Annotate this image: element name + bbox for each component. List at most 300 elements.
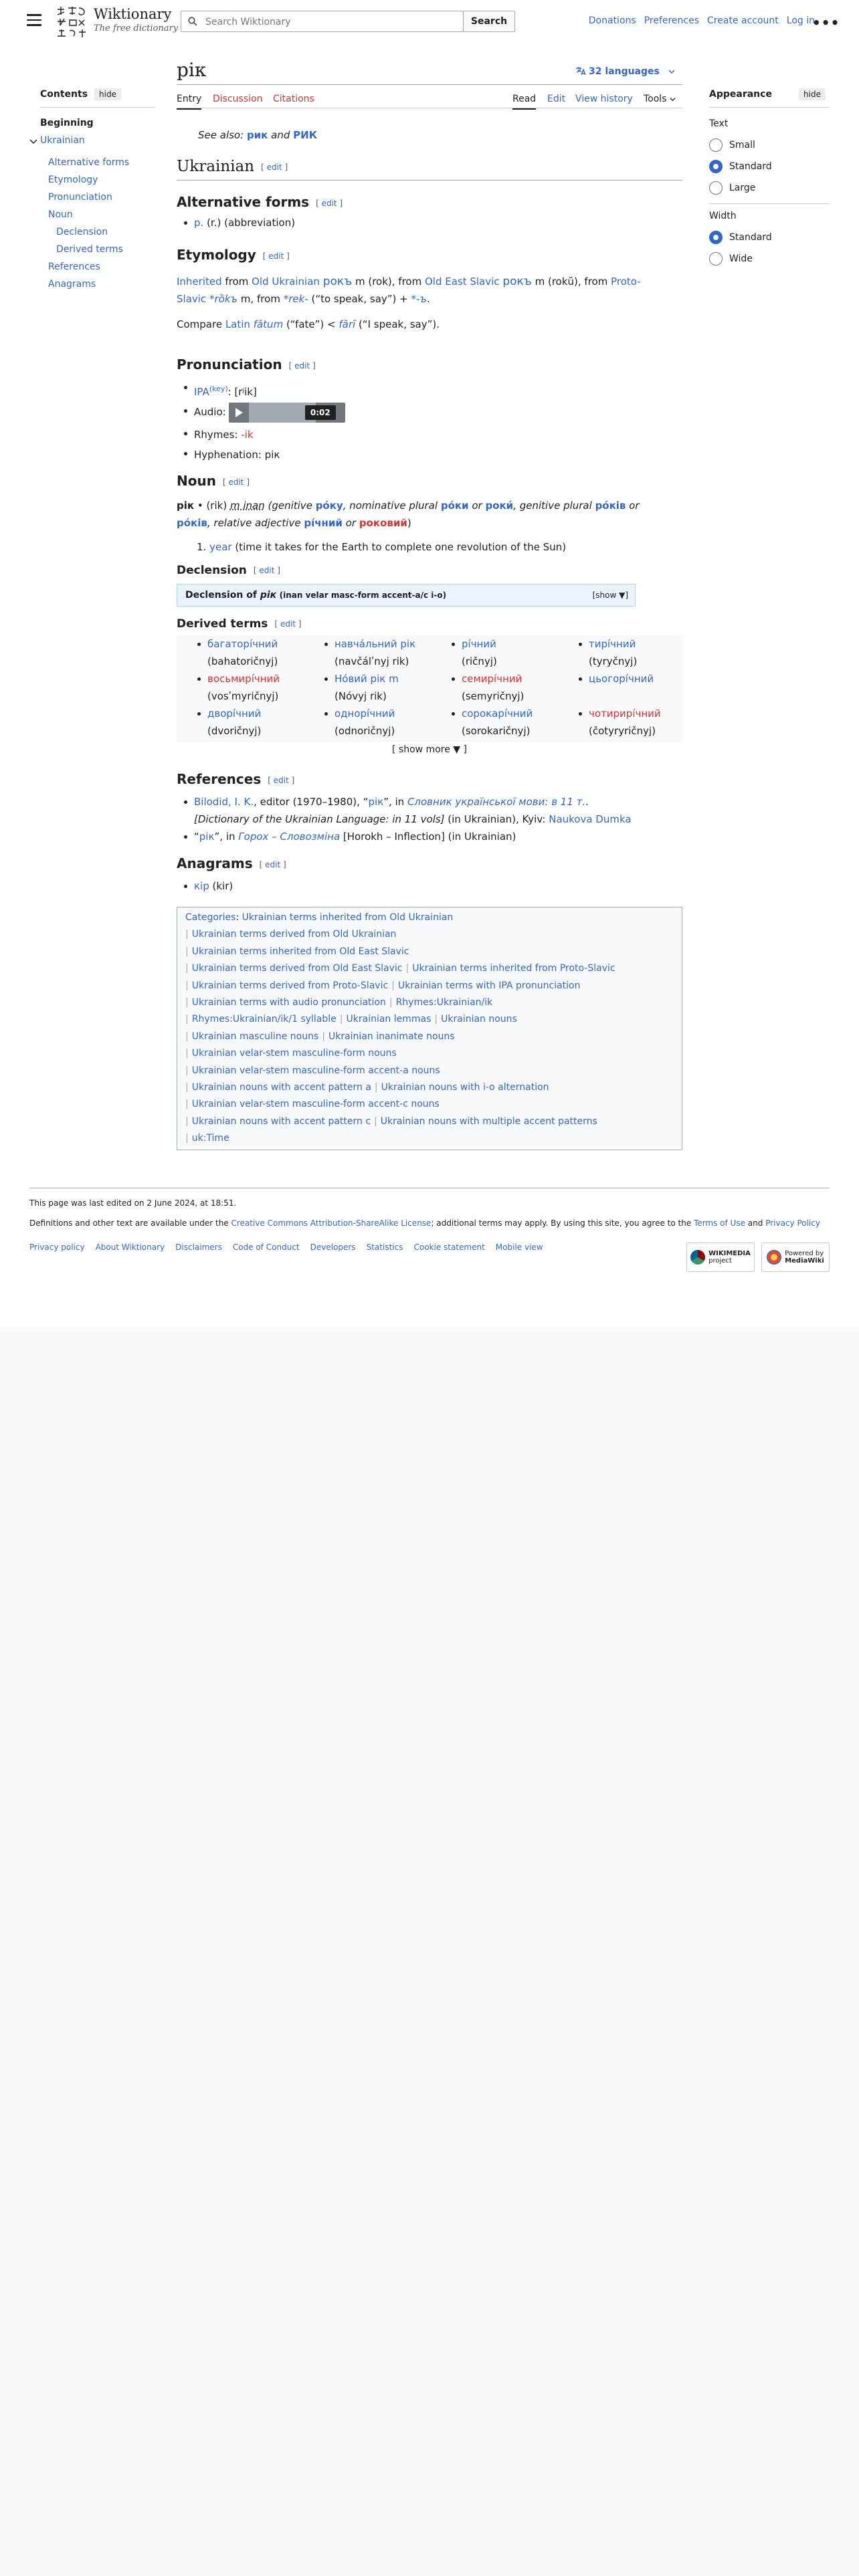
etymon-link[interactable]: *rek- xyxy=(283,293,308,305)
list-item xyxy=(177,402,682,425)
translate-icon xyxy=(575,66,586,76)
heading-ukrainian-text: Ukrainian xyxy=(177,158,255,175)
category-row xyxy=(185,1029,674,1045)
category-separator: | xyxy=(185,1133,189,1144)
text: , editor (1970–1980), “ xyxy=(254,796,369,808)
ipa-key-link[interactable]: (key) xyxy=(209,385,228,393)
terms-of-use-link[interactable]: Terms of Use xyxy=(694,1218,745,1228)
edit-section-link[interactable]: [ edit ] xyxy=(222,477,250,487)
width-option-wide[interactable] xyxy=(709,251,753,266)
text: ; additional terms may apply. By using this site, you agree to the xyxy=(431,1218,694,1228)
category-row xyxy=(185,1096,674,1113)
tab-citations[interactable]: Citations xyxy=(273,94,314,104)
wikimedia-icon xyxy=(690,1250,705,1265)
categories-label-link[interactable]: Categories xyxy=(185,912,236,923)
chevron-down-icon[interactable] xyxy=(29,138,37,145)
more-options-icon[interactable]: ••• xyxy=(812,15,840,31)
fatum-link[interactable]: fātum xyxy=(253,318,284,330)
dictionary-title-link[interactable]: Словник української мови: в 11 т. xyxy=(407,796,586,808)
author-link[interactable]: Bilodid, I. K. xyxy=(194,796,254,808)
heading-references xyxy=(177,770,294,789)
etymon-link[interactable]: рокъ xyxy=(502,275,532,288)
mediawiki-icon xyxy=(767,1250,781,1265)
toc-declension[interactable]: Declension xyxy=(56,227,108,237)
radio-label: Large xyxy=(729,183,756,193)
license-link[interactable]: Creative Commons Attribution-ShareAlike License xyxy=(231,1218,432,1228)
text: , nominative plural xyxy=(343,500,441,512)
derived-term-romanization: (semyričnyj) xyxy=(462,690,524,702)
category-separator: | xyxy=(185,963,189,974)
appearance-title: Appearance xyxy=(709,89,772,100)
see-also-and: and xyxy=(271,129,290,141)
toc-title: Contents xyxy=(40,89,88,100)
category-link[interactable]: Ukrainian terms derived from Proto-Slavic xyxy=(191,980,389,991)
derived-terms-list xyxy=(571,635,692,740)
derived-terms-list xyxy=(444,635,565,740)
derived-term-link[interactable]: чотирирі́чний xyxy=(589,708,661,720)
appearance-divider xyxy=(709,107,830,108)
category-separator: | xyxy=(405,963,409,974)
list-item xyxy=(177,793,682,828)
category-link[interactable]: Rhymes:Ukrainian/ik/1 syllable xyxy=(191,1014,337,1025)
footer-link-mobile-view[interactable]: Mobile view xyxy=(495,1243,543,1252)
category-link[interactable]: Ukrainian nouns with i-o alternation xyxy=(381,1082,549,1093)
derived-term-romanization: (odnoričnyj) xyxy=(335,725,395,737)
footer-link-statistics[interactable]: Statistics xyxy=(366,1243,403,1252)
show-more-toggle[interactable]: [ show more ▼ ] xyxy=(392,744,467,755)
footer-link-cookie-statement[interactable]: Cookie statement xyxy=(413,1243,485,1252)
text-size-option-standard[interactable] xyxy=(709,159,772,174)
tab-edit[interactable]: Edit xyxy=(547,94,566,104)
category-separator: | xyxy=(185,980,189,991)
category-link[interactable]: Ukrainian inanimate nouns xyxy=(328,1031,455,1042)
edit-link[interactable]: edit xyxy=(266,163,282,172)
category-row xyxy=(185,1045,674,1062)
category-row xyxy=(185,1130,674,1147)
edit-link[interactable]: edit xyxy=(294,360,310,370)
text: ) xyxy=(407,517,411,529)
badge-text: Powered by xyxy=(785,1250,824,1257)
radio-button[interactable] xyxy=(709,252,723,265)
derived-term-romanization: (bahatoričnyj) xyxy=(207,655,278,667)
edit-section-link[interactable]: [ edit ] xyxy=(274,619,302,629)
heading-etymology xyxy=(177,246,290,265)
text-size-label: Text xyxy=(709,118,729,129)
list-item xyxy=(190,705,310,740)
badge-text: project xyxy=(708,1257,732,1265)
search-button[interactable]: Search xyxy=(463,11,515,32)
edit-link[interactable]: edit xyxy=(321,198,337,208)
preferences-link[interactable]: Preferences xyxy=(644,15,700,26)
toc-references[interactable]: References xyxy=(48,261,100,272)
wikimedia-project-badge[interactable] xyxy=(686,1243,755,1272)
text: from xyxy=(221,276,252,288)
heading-ukrainian xyxy=(177,156,682,181)
category-separator: | xyxy=(185,1031,189,1042)
proto-slavic-link[interactable]: Proto- xyxy=(611,276,641,288)
toc-divider xyxy=(40,107,155,108)
footer-link-about-wiktionary[interactable]: About Wiktionary xyxy=(95,1243,165,1252)
category-link[interactable]: Ukrainian nouns with accent pattern a xyxy=(191,1082,371,1093)
form-link[interactable]: ро́ків xyxy=(595,500,626,512)
tools-menu[interactable] xyxy=(644,92,676,106)
pronunciation-list xyxy=(177,379,682,465)
see-also-label: See also: xyxy=(198,129,244,141)
derived-terms-column xyxy=(190,635,310,740)
rhymes-link[interactable]: -ik xyxy=(241,429,254,441)
text: • (rik) xyxy=(194,500,230,512)
tools-label: Tools xyxy=(644,94,667,104)
gender-label: m inan xyxy=(229,500,265,512)
language-selector[interactable] xyxy=(575,64,675,79)
edit-section-link[interactable]: [ edit ] xyxy=(259,859,286,869)
search-icon xyxy=(188,17,197,26)
footer-link-privacy-policy[interactable]: Privacy policy xyxy=(29,1243,85,1252)
definition-number: 1. xyxy=(197,541,207,553)
old-ukrainian-link[interactable]: Old Ukrainian xyxy=(252,276,320,288)
form-link[interactable]: ро́ки xyxy=(440,500,469,512)
list-item xyxy=(571,635,692,670)
derived-term-link[interactable]: сорокарі́чний xyxy=(462,708,533,720)
proto-slavic-link[interactable]: Slavic xyxy=(177,293,207,305)
create-account-link[interactable]: Create account xyxy=(707,15,779,26)
category-link[interactable]: Ukrainian terms derived from Old East Slavic xyxy=(191,963,403,974)
powered-by-mediawiki-badge[interactable] xyxy=(761,1243,830,1272)
headword: рік xyxy=(177,500,195,512)
definition-1 xyxy=(177,538,682,556)
category-separator: | xyxy=(374,1082,378,1093)
ipa-value: : [rʲik] xyxy=(227,386,257,398)
toc-noun[interactable]: Noun xyxy=(48,209,73,220)
hyphenation-text: Hyphenation: рік xyxy=(194,449,280,461)
see-also-link-1[interactable]: рик xyxy=(246,129,268,141)
toc-pronunciation[interactable]: Pronunciation xyxy=(48,192,112,203)
footer-link-developers[interactable]: Developers xyxy=(310,1243,356,1252)
rhymes-label: Rhymes: xyxy=(194,429,242,441)
anagram-romanization: (kir) xyxy=(209,880,233,892)
etymology-text xyxy=(177,273,682,333)
list-item xyxy=(317,635,438,670)
category-link[interactable]: Ukrainian masculine nouns xyxy=(191,1031,319,1042)
text-size-option-large[interactable] xyxy=(709,181,755,195)
category-row xyxy=(185,944,674,960)
heading-alternative-forms xyxy=(177,193,343,212)
dictionary-entry-link[interactable]: рік xyxy=(368,796,384,808)
category-separator: | xyxy=(185,1115,189,1127)
heading-text: Derived terms xyxy=(177,617,268,631)
references-list xyxy=(177,793,682,845)
list-item xyxy=(177,445,682,465)
derived-term-romanization: (dvoričnyj) xyxy=(207,725,262,737)
form-link[interactable]: роки́ xyxy=(485,500,514,512)
declension-label: Declension of xyxy=(185,590,260,601)
edit-link[interactable]: edit xyxy=(280,619,296,629)
suffix-link[interactable]: *-ъ xyxy=(411,293,427,305)
heading-text: Noun xyxy=(177,473,216,489)
category-separator: | xyxy=(185,1065,189,1076)
appearance-hide-button[interactable]: hide xyxy=(799,88,826,100)
privacy-policy-link[interactable]: Privacy Policy xyxy=(765,1218,820,1228)
categories-box xyxy=(177,907,682,1150)
derived-term-link[interactable]: багатоpі́чний xyxy=(207,638,278,650)
ipa-link[interactable]: IPA xyxy=(194,386,209,398)
chevron-down-icon xyxy=(668,69,675,74)
form-link[interactable]: рі́чний xyxy=(304,517,343,529)
edit-section-link[interactable]: [ edit ] xyxy=(316,198,343,208)
appearance-divider xyxy=(709,203,830,204)
etymology-line-1 xyxy=(177,273,682,290)
page-title: рік xyxy=(177,59,207,81)
category-link[interactable]: Ukrainian terms derived from Old Ukrainian xyxy=(191,929,397,940)
badge-text: WIKIMEDIA xyxy=(708,1250,751,1257)
year-link[interactable]: year xyxy=(209,541,232,553)
category-row xyxy=(185,1079,674,1096)
category-row xyxy=(185,926,674,943)
inherited-link[interactable]: Inherited xyxy=(177,276,222,288)
category-link[interactable]: Ukrainian nouns with accent pattern c xyxy=(191,1115,371,1127)
form-link[interactable]: ро́ку xyxy=(315,500,343,512)
list-item xyxy=(177,828,682,845)
text: m (rokŭ), from xyxy=(531,276,611,288)
heading-text: Declension xyxy=(177,564,247,577)
text: [Horokh – Inflection] (in Ukrainian) xyxy=(340,831,516,843)
badge-text: MediaWiki xyxy=(785,1257,824,1265)
search-placeholder: Search Wiktionary xyxy=(205,17,291,27)
personal-tools xyxy=(581,13,815,28)
language-count: 32 languages xyxy=(589,66,660,77)
derived-term-link[interactable]: восьмирі́чний xyxy=(207,673,280,685)
form-link[interactable]: ро́ків xyxy=(177,517,207,529)
site-name: Wiktionary xyxy=(94,6,172,22)
category-row xyxy=(185,960,674,977)
list-item xyxy=(190,635,310,670)
text: or xyxy=(626,500,640,512)
alt-form-link[interactable]: р. xyxy=(194,217,204,229)
alt-form-gloss: (r.) (abbreviation) xyxy=(207,217,296,229)
form-link[interactable]: роковий xyxy=(359,517,407,529)
edit-section-link[interactable]: [ edit ] xyxy=(253,566,280,575)
category-link[interactable]: Ukrainian velar-stem masculine-form nouns xyxy=(191,1048,397,1059)
category-link[interactable]: Ukrainian terms inherited from Old East Slavic xyxy=(191,946,409,957)
category-link[interactable]: Ukrainian terms with IPA pronunciation xyxy=(397,980,581,991)
category-separator: | xyxy=(185,1048,189,1059)
edit-link[interactable]: edit xyxy=(273,775,289,785)
toc-ukrainian[interactable]: Ukrainian xyxy=(40,135,85,146)
category-row xyxy=(185,978,674,994)
derived-terms-grid xyxy=(177,635,682,742)
category-link[interactable]: Ukrainian nouns with multiple accent patterns xyxy=(380,1115,597,1127)
old-east-slavic-link[interactable]: Old East Slavic xyxy=(424,276,500,288)
site-wordmark[interactable] xyxy=(94,5,178,35)
donations-link[interactable]: Donations xyxy=(588,15,636,26)
text: Compare xyxy=(177,318,225,330)
audio-duration: 0:02 xyxy=(305,405,336,420)
category-separator: | xyxy=(185,1099,189,1110)
radio-button[interactable] xyxy=(709,138,723,152)
derived-term-link[interactable]: цьогорі́чний xyxy=(589,673,654,685)
text: (genitive xyxy=(264,500,316,512)
radio-button[interactable] xyxy=(709,160,723,173)
toc-hide-button[interactable]: hide xyxy=(94,88,121,100)
list-item xyxy=(444,670,565,705)
derived-terms-column xyxy=(444,635,565,740)
derived-term-link[interactable]: тирі́чний xyxy=(589,638,636,650)
text: ”, in xyxy=(383,796,407,808)
category-separator: | xyxy=(391,980,395,991)
declension-show-toggle[interactable]: [show ▼] xyxy=(592,591,628,600)
text: Definitions and other text are available under the xyxy=(29,1218,231,1228)
text: , relative adjective xyxy=(207,517,304,529)
derived-term-link[interactable]: Но́вий рік m xyxy=(335,673,399,685)
search-input[interactable] xyxy=(181,11,464,32)
heading-text: Pronunciation xyxy=(177,356,282,372)
last-edited-text: This page was last edited on 2 June 2024, at 18:51. xyxy=(29,1198,237,1208)
appearance-panel xyxy=(709,87,830,264)
audio-player[interactable] xyxy=(229,403,345,423)
radio-label: Standard xyxy=(729,232,772,243)
etymon-link[interactable]: рокъ xyxy=(322,275,353,288)
text: m (rok), from xyxy=(352,276,425,288)
category-link[interactable]: Ukrainian lemmas xyxy=(346,1014,432,1025)
tab-view-history[interactable]: View history xyxy=(575,94,633,104)
category-link[interactable]: Rhymes:Ukrainian/ik xyxy=(395,997,493,1008)
play-icon[interactable] xyxy=(235,408,243,417)
main-menu-icon[interactable] xyxy=(27,14,41,26)
heading-text: Etymology xyxy=(177,247,256,263)
category-link[interactable]: Ukrainian velar-stem masculine-form accent-c nouns xyxy=(191,1099,440,1110)
derived-term-link[interactable]: рі́чний xyxy=(462,638,496,650)
category-link[interactable]: Ukrainian nouns xyxy=(441,1014,517,1025)
derived-term-link[interactable]: семирі́чний xyxy=(462,673,522,685)
page-tabs xyxy=(177,84,682,108)
radio-label: Wide xyxy=(729,253,753,264)
see-also-link-2[interactable]: РИК xyxy=(293,129,317,141)
text: (“to speak, say”) + xyxy=(308,293,411,305)
edit-link[interactable]: edit xyxy=(228,477,244,487)
edit-section-link[interactable]: [ edit ] xyxy=(268,775,295,785)
etymology-compare xyxy=(177,316,682,333)
category-separator: | xyxy=(389,997,393,1008)
text-size-option-small[interactable] xyxy=(709,138,755,152)
heading-declension xyxy=(177,563,280,578)
tab-discussion[interactable]: Discussion xyxy=(213,94,263,104)
category-link[interactable]: Ukrainian terms inherited from Proto-Slavic xyxy=(412,963,615,974)
radio-label: Small xyxy=(729,140,755,150)
derived-term-link[interactable]: навча́льний рік xyxy=(335,638,416,650)
list-item xyxy=(317,705,438,740)
derived-term-romanization: (navčálʹnyj rik) xyxy=(335,655,409,667)
anagram-link[interactable]: кір xyxy=(194,880,209,892)
toc-beginning[interactable]: Beginning xyxy=(40,118,94,128)
derived-terms-column xyxy=(571,635,692,740)
heading-anagrams xyxy=(177,855,286,873)
derived-term-romanization: (ričnyj) xyxy=(462,655,497,667)
category-link[interactable]: Ukrainian velar-stem masculine-form accent-a nouns xyxy=(191,1065,440,1076)
category-separator: | xyxy=(339,1014,343,1025)
alt-forms-list xyxy=(177,214,682,231)
category-separator: | xyxy=(185,946,189,957)
text: (“I speak, say”). xyxy=(355,318,440,330)
text: m, from xyxy=(237,293,284,305)
toc-derived-terms[interactable]: Derived terms xyxy=(56,244,123,255)
edit-section-link[interactable]: [ edit ] xyxy=(288,360,316,370)
heading-noun xyxy=(177,472,250,491)
heading-text: Anagrams xyxy=(177,855,253,871)
text: (in Ukrainian), Kyiv: xyxy=(444,813,549,825)
category-separator: | xyxy=(185,997,189,1008)
translated-title: [Dictionary of the Ukrainian Language: in 11 vols] xyxy=(194,813,445,825)
list-item xyxy=(177,379,682,402)
list-item xyxy=(444,635,565,670)
list-item xyxy=(571,670,692,705)
edit-section-link[interactable]: [ edit ] xyxy=(262,251,290,261)
categories-colon: : xyxy=(235,912,242,923)
footer-link-code-of-conduct[interactable]: Code of Conduct xyxy=(232,1243,300,1252)
heading-text: Alternative forms xyxy=(177,194,310,210)
declension-table-collapsed[interactable] xyxy=(177,584,636,607)
category-link[interactable]: uk:Time xyxy=(191,1133,229,1144)
text: ”, in xyxy=(214,831,239,843)
derived-terms-list xyxy=(190,635,310,740)
list-item xyxy=(571,705,692,740)
derived-terms-list xyxy=(317,635,438,740)
category-separator: | xyxy=(434,1014,438,1025)
list-item xyxy=(177,877,682,895)
fari-link[interactable]: fārī xyxy=(339,318,356,330)
derived-term-romanization: (čotyryričnyj) xyxy=(589,725,656,737)
etymology-line-2 xyxy=(177,290,682,308)
edit-link[interactable]: edit xyxy=(268,251,284,261)
edit-link[interactable]: edit xyxy=(259,566,275,575)
horokh-entry-link[interactable]: рік xyxy=(199,831,215,843)
noun-headword-line xyxy=(177,497,682,556)
category-link[interactable]: Ukrainian terms inherited from Old Ukrainian xyxy=(242,912,454,923)
radio-button[interactable] xyxy=(709,231,723,244)
toc-anagrams[interactable]: Anagrams xyxy=(48,279,96,290)
derived-term-link[interactable]: дворі́чний xyxy=(207,708,262,720)
license-text xyxy=(29,1217,820,1230)
edit-link[interactable]: edit xyxy=(265,859,281,869)
toc-etymology[interactable]: Etymology xyxy=(48,175,98,185)
text: . xyxy=(427,293,430,305)
width-option-standard[interactable] xyxy=(709,230,772,245)
derived-term-link[interactable]: однорі́чний xyxy=(335,708,395,720)
radio-label: Standard xyxy=(729,161,772,172)
site-tagline: The free dictionary xyxy=(94,23,179,33)
edit-section-link[interactable]: [ edit ] xyxy=(261,163,288,172)
tab-entry[interactable]: Entry xyxy=(177,92,201,110)
radio-button[interactable] xyxy=(709,181,723,195)
toc-alternative-forms[interactable]: Alternative forms xyxy=(48,157,130,168)
horokh-title-link[interactable]: Горох – Словозміна xyxy=(238,831,341,843)
text: and xyxy=(745,1218,766,1228)
footer-link-disclaimers[interactable]: Disclaimers xyxy=(175,1243,222,1252)
derived-term-romanization: (sorokaričnyj) xyxy=(462,725,531,737)
wiktionary-logo[interactable] xyxy=(54,4,90,40)
latin-link[interactable]: Latin xyxy=(225,318,250,330)
heading-text: References xyxy=(177,771,262,787)
list-item xyxy=(177,214,682,231)
text: , genitive plural xyxy=(513,500,595,512)
list-item xyxy=(177,425,682,445)
category-separator: | xyxy=(374,1115,377,1127)
tab-read[interactable]: Read xyxy=(512,92,536,110)
category-row xyxy=(185,1113,674,1130)
log-in-link[interactable]: Log in xyxy=(786,15,815,26)
publisher-link[interactable]: Naukova Dumka xyxy=(549,813,632,825)
category-link[interactable]: Ukrainian terms with audio pronunciation xyxy=(191,997,386,1008)
etymon-link[interactable]: *rȍkъ xyxy=(209,293,238,305)
